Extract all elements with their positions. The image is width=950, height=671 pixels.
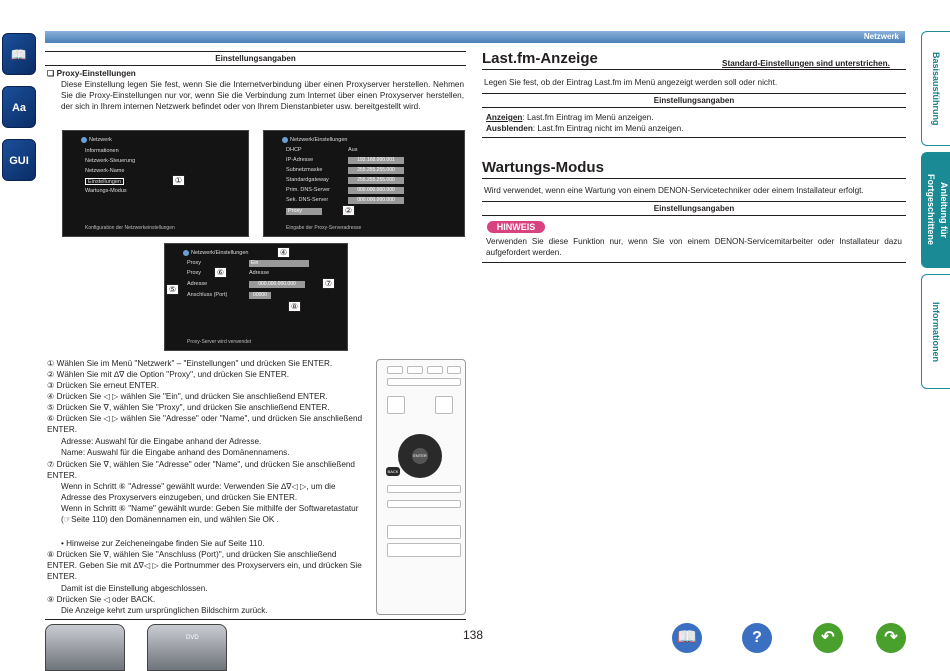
screen2-label: Subnetzmaske (286, 167, 323, 173)
step-1: ① Wählen Sie im Menü "Netzwerk" – "Einstellungen" und drücken Sie ENTER. (47, 359, 333, 368)
back-icon[interactable]: ↶ (813, 623, 843, 653)
remote-back: BACK (387, 469, 399, 474)
tab-basisausfuehrung[interactable]: Basisausführung (921, 31, 950, 146)
screen2-value: 255.255.255.000 (348, 177, 404, 184)
default-note: Standard-Einstellungen sind unterstrichen. (722, 59, 890, 68)
remote-dpad (398, 434, 442, 478)
screen2-label: Prim. DNS-Server (286, 187, 331, 193)
callout-8: ⑧ (288, 301, 301, 312)
step-6-name: Name: Auswahl für die Eingabe anhand des Domänennamens. (61, 448, 290, 457)
remote-button (435, 396, 453, 414)
globe-icon (282, 137, 288, 143)
remote-button-row (387, 500, 461, 508)
screen1-item-selected: Einstellungen (85, 178, 124, 185)
screen-einstellungen (263, 130, 465, 237)
tab-anleitung-fortgeschrittene[interactable]: Anleitung für Fortgeschrittene (921, 152, 950, 268)
screen3-title: Netzwerk/Einstellungen (191, 250, 249, 256)
remote-button (447, 366, 461, 374)
step-7: ⑦ Drücken Sie ∇, wählen Sie "Adresse" oder "Name", und drücken Sie anschließend ENTER. (47, 460, 355, 480)
device-illustration-dvd (147, 624, 227, 671)
section-header-bar: Netzwerk (45, 31, 905, 43)
callout-2: ② (342, 205, 355, 216)
step-8: ⑧ Drücken Sie ∇, wählen Sie "Anschluss (Port)", und drücken Sie anschließend ENTER. Geben Sie mit ∆∇◁ ▷ die Portnummer des Proxyservers ein, und drücken Sie ENTER. (47, 550, 362, 581)
screen3-label: Proxy (187, 260, 202, 266)
lastfm-title: Last.fm-Anzeige (482, 50, 598, 67)
screen2-label: Standardgateway (286, 177, 329, 183)
option-ausblenden: Ausblenden: Last.fm Eintrag nicht im Menü anzeigen. (486, 124, 684, 133)
lastfm-rule (482, 69, 906, 70)
gui-label: GUI (9, 155, 29, 167)
screen-proxy (164, 243, 348, 351)
forward-icon[interactable]: ↷ (876, 623, 906, 653)
screen2-value: 192.168.000.001 (348, 157, 404, 164)
callout-1: ① (172, 175, 185, 186)
proxy-description: Diese Einstellung legen Sie fest, wenn Sie die Internetverbindung über einen Proxyserver herstellen. Nehmen Sie die Proxy-Einstellungen nur vor, wenn Sie die Verbindung zum Internet über einen Proxyserver herstellen, der sich in Ihrem internen Netzwerk befindet oder von Ihrem Dienstanbieter usw. bereitgestellt wird. (61, 80, 464, 111)
settings-header-left: Einstellungsangaben (45, 51, 466, 66)
remote-enter: ENTER (412, 448, 428, 464)
step-5: ⑤ Drücken Sie ∇, wählen Sie "Proxy", und drücken Sie anschließend ENTER. (47, 403, 330, 412)
remote-button (387, 366, 403, 374)
screen-netzwerk (62, 130, 249, 237)
step-8-done: Damit ist die Einstellung abgeschlossen. (61, 584, 208, 593)
globe-icon (81, 137, 87, 143)
screen2-value: Aus (348, 147, 358, 153)
remote-button-row (387, 525, 461, 539)
settings-header-lastfm: Einstellungsangaben (482, 93, 906, 108)
screen2-caption: Eingabe der Proxy-Serveradresse (286, 225, 362, 231)
screen1-item: Informationen (85, 148, 119, 154)
step-4: ④ Drücken Sie ◁ ▷ wählen Sie "Ein", und drücken Sie anschließend ENTER. (47, 392, 328, 401)
screen2-value: 000.000.000.000 (348, 187, 404, 194)
lastfm-bottom-rule (482, 137, 906, 138)
lastfm-description: Legen Sie fest, ob der Eintrag Last.fm im Menü angezeigt werden soll oder nicht. (484, 78, 778, 87)
screen1-item: Wartungs-Modus (85, 188, 127, 194)
hinweis-text: Verwenden Sie diese Funktion nur, wenn Sie von einem DENON-Servicemitarbeiter oder Installateur dazu aufgefordert werden. (486, 237, 902, 257)
screen1-title: Netzwerk (89, 137, 112, 143)
remote-control-illustration (376, 359, 466, 615)
wartung-bottom-rule (482, 262, 906, 263)
screen3-proxy-value: Ein (249, 260, 309, 267)
help-icon[interactable]: ? (742, 623, 772, 653)
screen3-caption: Proxy-Server wird verwendet (187, 339, 252, 345)
screen1-item: Netzwerk-Name (85, 168, 125, 174)
screen1-item: Netzwerk-Steuerung (85, 158, 136, 164)
callout-6: ⑥ (214, 267, 227, 278)
step-7-hint[interactable]: • Hinweise zur Zeicheneingabe finden Sie auf Seite 110. (61, 539, 265, 548)
wartung-title: Wartungs-Modus (482, 159, 604, 176)
step-9: ⑨ Drücken Sie ◁ oder BACK. (47, 595, 156, 604)
screen2-title: Netzwerk/Einstellungen (290, 137, 348, 143)
remote-button-row (387, 485, 461, 493)
step-2: ② Wählen Sie mit ∆∇ die Option "Proxy", und drücken Sie ENTER. (47, 370, 290, 379)
screen1-caption: Konfiguration der Netzwerkeinstellungen (85, 225, 175, 231)
screen2-label: Sek. DNS-Server (286, 197, 329, 203)
screen3-proxy-mode: Adresse (249, 270, 270, 276)
callout-5: ⑤ (166, 284, 179, 295)
screen3-label: Proxy (187, 270, 202, 276)
remote-button-row (387, 378, 461, 386)
remote-button (427, 366, 443, 374)
settings-header-wartung: Einstellungsangaben (482, 201, 906, 216)
globe-icon (183, 250, 189, 256)
screen3-label: Anschluss (Port) (187, 292, 228, 298)
wartung-description: Wird verwendet, wenn eine Wartung von einem DENON-Servicetechniker oder einem Installateur erfolgt. (484, 186, 864, 195)
callout-7: ⑦ (322, 278, 335, 289)
step-6: ⑥ Drücken Sie ◁ ▷ wählen Sie "Adresse" oder "Name", und drücken Sie anschließend ENTER. (47, 414, 363, 434)
screen2-label: DHCP (286, 147, 302, 153)
screen2-label: IP-Adresse (286, 157, 314, 163)
screen3-port: 00000 (249, 292, 271, 299)
proxy-title: ❏ Proxy-Einstellungen (47, 69, 136, 78)
step-6-adresse: Adresse: Auswahl für die Eingabe anhand der Adresse. (61, 437, 262, 446)
step-7-adresse: Wenn in Schritt ⑥ "Adresse" gewählt wurde: Verwenden Sie ∆∇◁ ▷, um die Adresse des Proxyservers einzugeben, und drücken Sie ENTER. (61, 482, 336, 502)
hinweis-badge: HINWEIS (487, 221, 545, 233)
book-icon[interactable]: 📖 (2, 33, 36, 75)
step-9-result: Die Anzeige kehrt zum ursprünglichen Bildschirm zurück. (61, 606, 268, 615)
aa-label: Aa (11, 102, 27, 114)
screen2-value: 255.255.255.000 (348, 167, 404, 174)
device-illustration (45, 624, 125, 671)
screen3-label: Adresse (187, 281, 208, 287)
manual-book-icon[interactable]: 📖 (672, 623, 702, 653)
wartung-rule (482, 178, 906, 179)
remote-button (407, 366, 423, 374)
remote-button-row (387, 543, 461, 557)
screen2-value: 000.000.000.000 (348, 197, 404, 204)
left-bottom-rule (45, 619, 466, 620)
screen2-proxy-selected: Proxy (286, 208, 322, 215)
page-number: 138 (463, 628, 484, 642)
callout-4: ④ (277, 247, 290, 258)
aa-icon[interactable] (2, 86, 36, 128)
remote-button (387, 396, 405, 414)
step-3: ③ Drücken Sie erneut ENTER. (47, 381, 159, 390)
gui-icon[interactable] (2, 139, 36, 181)
step-7-name[interactable]: Wenn in Schritt ⑥ "Name" gewählt wurde: Geben Sie mithilfe der Softwaretastatur (☞Seite 110) den Domänennamen ein, und wählen Sie OK . (61, 504, 359, 524)
dvd-label: DVD (186, 635, 199, 641)
screen3-address: 000.000.000.000 (249, 281, 305, 288)
tab-informationen[interactable]: Informationen (921, 274, 950, 389)
option-anzeigen: Anzeigen: Last.fm Eintrag im Menü anzeigen. (486, 113, 654, 122)
